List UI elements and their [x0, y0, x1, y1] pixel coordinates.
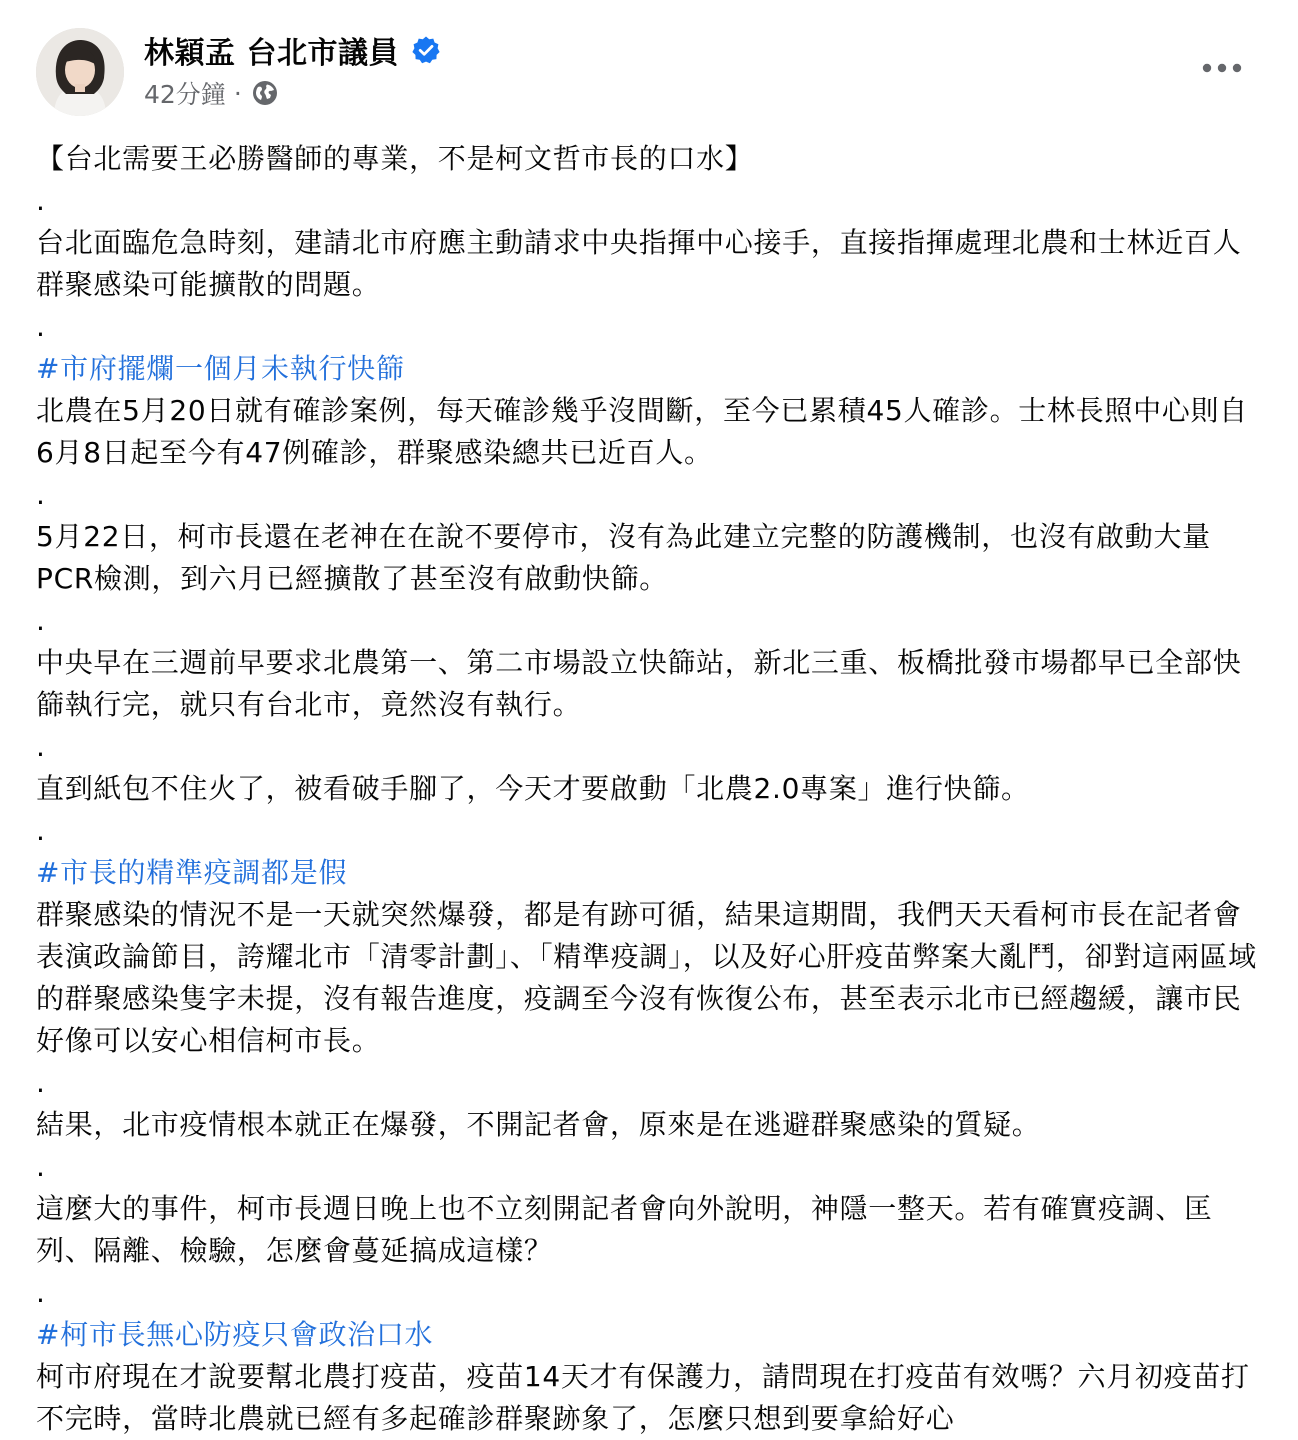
- separator-dot: .: [36, 1066, 46, 1099]
- separator-dot: .: [36, 1150, 46, 1183]
- author-avatar[interactable]: [36, 28, 124, 116]
- post-time[interactable]: 42分鐘: [144, 80, 226, 109]
- paragraph-4: 中央早在三週前早要求北農第一、第二市場設立快篩站，新北三重、板橋批發市場都早已全部快篩執行完，就只有台北市，竟然沒有執行。: [36, 646, 1242, 721]
- post-header: [36, 28, 1262, 118]
- person-avatar-icon: [36, 28, 124, 116]
- separator-dot: .: [36, 1276, 46, 1309]
- paragraph-8: 這麼大的事件，柯市長週日晚上也不立刻開記者會向外說明，神隱一整天。若有確實疫調、匡列、隔離、檢驗，怎麼會蔓延搞成這樣？: [36, 1192, 1213, 1267]
- paragraph-1: 台北面臨危急時刻，建請北市府應主動請求中央指揮中心接手，直接指揮處理北農和士林近百人群聚感染可能擴散的問題。: [36, 226, 1242, 301]
- paragraph-2: 北農在5月20日就有確診案例，每天確診幾乎沒間斷，至今已累積45人確診。士林長照中心則自6月8日起至今有47例確診，群聚感染總共已近百人。: [36, 394, 1248, 469]
- meta-separator: ·: [233, 78, 242, 108]
- post-title: 【台北需要王必勝醫師的專業，不是柯文哲市長的口水】: [36, 142, 754, 175]
- separator-dot: .: [36, 604, 46, 637]
- separator-dot: .: [36, 310, 46, 343]
- post-meta: [144, 76, 278, 110]
- hashtag-link-2[interactable]: #市長的精準疫調都是假: [36, 856, 348, 889]
- separator-dot: .: [36, 478, 46, 511]
- separator-dot: .: [36, 814, 46, 847]
- author-name[interactable]: 林穎孟 台北市議員: [144, 36, 399, 71]
- paragraph-6: 群聚感染的情況不是一天就突然爆發，都是有跡可循，結果這期間，我們天天看柯市長在記者會表演政論節目，誇耀北市「清零計劃」、「精準疫調」，以及好心肝疫苗弊案大亂鬥，卻對這兩區域的群聚感染隻字未提，沒有報告進度，疫調至今沒有恢復公布，甚至表示北市已經趨緩，讓市民好像可以安心相信柯市長。: [36, 898, 1257, 1057]
- hashtag-link-3[interactable]: #柯市長無心防疫只會政治口水: [36, 1318, 434, 1351]
- author-line: [144, 30, 441, 70]
- hashtag-link-1[interactable]: #市府擺爛一個月未執行快篩: [36, 352, 405, 385]
- separator-dot: .: [36, 730, 46, 763]
- paragraph-9: 柯市府現在才說要幫北農打疫苗，疫苗14天才有保護力，請問現在打疫苗有效嗎？六月初疫苗打不完時，當時北農就已經有多起確診群聚跡象了，怎麼只想到要拿給好心: [36, 1360, 1250, 1435]
- paragraph-3: 5月22日，柯市長還在老神在在說不要停市，沒有為此建立完整的防護機制，也沒有啟動大量PCR檢測，到六月已經擴散了甚至沒有啟動快篩。: [36, 520, 1211, 595]
- paragraph-5: 直到紙包不住火了，被看破手腳了，今天才要啟動「北農2.0專案」進行快篩。: [36, 772, 1030, 805]
- verified-badge-icon: [411, 35, 441, 65]
- more-options-icon: [1202, 63, 1242, 73]
- post-body: [36, 138, 1264, 1440]
- paragraph-7: 結果，北市疫情根本就正在爆發，不開記者會，原來是在逃避群聚感染的質疑。: [36, 1108, 1041, 1141]
- separator-dot: .: [36, 184, 46, 217]
- more-options-button[interactable]: [1192, 50, 1252, 86]
- globe-icon[interactable]: [252, 80, 278, 106]
